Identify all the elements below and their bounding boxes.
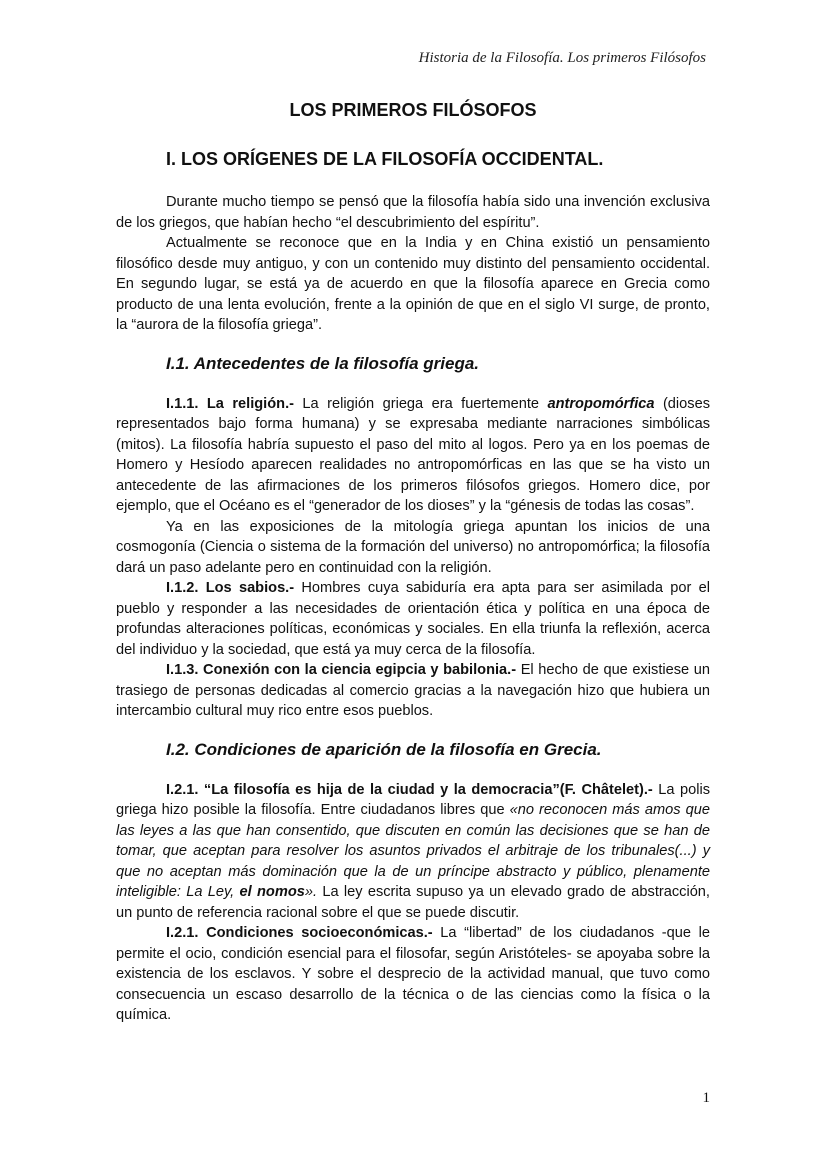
label-polis: I.2.1. “La filosofía es hija de la ciudad y la democracia”(F. Châtelet).- <box>166 781 653 798</box>
label-religion: I.1.1. La religión.- <box>166 395 294 412</box>
paragraph-greek-invention: Durante mucho tiempo se pensó que la filosofía había sido una invención exclusiva de los griegos, que habían hecho “el descubrimiento del espíritu”. <box>116 194 710 231</box>
subsection-heading-antecedents: I.1. Antecedentes de la filosofía griega. <box>166 353 480 373</box>
page-number: 1 <box>702 1090 710 1106</box>
religion-text-a: La religión griega era fuertemente <box>293 395 548 412</box>
conexion-text: El hecho de que existiese un trasiego de personas dedicadas al comercio gracias a la navegación hizo que hubiera un intercambio cultural muy rico entre esos pueblos. <box>116 662 710 719</box>
paragraph-mitologia: Ya en las exposiciones de la mitología griega apuntan los inicios de una cosmogonía (Ciencia o sistema de la formación del universo) no antropomórfica; la filosofía dará un paso adelante pero en continuidad con la religión. <box>116 518 710 576</box>
paragraph-india-china: Actualmente se reconoce que en la India y en China existió un pensamiento filosófico desde muy antiguo, y con un contenido muy distinto del pensamiento occidental. En segundo lugar, se está ya de acuerdo en que la filosofía aparece en Grecia como producto de una lenta evolución, frente a la opinión de que en el siglo VI surge, de pronto, la “aurora de la filosofía griega”. <box>116 235 710 333</box>
paragraph-polis <box>116 780 710 924</box>
sabios-text: Hombres cuya sabiduría era apta para ser asimilada por el pueblo y responder a las necesidades de orientación ética y política en una época de profundas alteraciones políticas, económicas y sociales. En ella triunfa la reflexión, acerca del individuo y la sociedad, que está ya muy cerca de la filosofía. <box>116 580 711 658</box>
subsection-heading-conditions: I.2. Condiciones de aparición de la filosofía en Grecia. <box>166 739 602 759</box>
emphasis-antropomorfica: antropomórfica <box>547 395 655 412</box>
section-heading-origins: I. LOS ORÍGENES DE LA FILOSOFÍA OCCIDENTAL. <box>166 149 604 169</box>
running-header: Historia de la Filosofía. Los primeros Filósofos <box>418 50 706 66</box>
document-title: LOS PRIMEROS FILÓSOFOS <box>289 100 537 120</box>
religion-text-b: (dioses representados bajo forma humana) y se expresaba mediante narraciones simbólicas (mitos). La filosofía habría supuesto el paso del mito al logos. Pero ya en los poemas de Homero y Hesíodo aparecen realidades no antropomórficas en las que se ha visto un antecedente de las afirmaciones de los primeros filósofos griegos. Homero dice, por ejemplo, que el Océano es el “generador de los dioses” y la “génesis de todas las cosas”. <box>116 395 710 514</box>
label-socioeconomicas: I.2.1. Condiciones socioeconómicas.- <box>166 925 433 941</box>
paragraph-socioeconomicas <box>116 923 710 1026</box>
polis-text-b: La ley escrita supuso ya un elevado grado de abstracción, un punto de referencia racional sobre el que se puede discutir. <box>116 884 710 921</box>
polis-text-a: La polis griega hizo posible la filosofía. Entre ciudadanos libres que <box>116 781 711 818</box>
polis-quote: «no reconocen más amos que las leyes a las que han consentido, que discuten en común las decisiones que se han de tomar, que aceptan para resolver los asuntos privados el arbitraje de los tribunales(...) y que no aceptan más dominación que la de un príncipe abstracto y público, plenamente inteligible: La Ley, <box>116 802 711 900</box>
polis-quote-end: ». <box>304 884 318 900</box>
label-conexion: I.1.3. Conexión con la ciencia egipcia y babilonia.- <box>166 662 517 678</box>
document-body <box>116 98 710 1026</box>
polis-quote-nomos: el nomos <box>239 884 305 900</box>
paragraph-conexion <box>116 660 710 722</box>
socio-text: La “libertad” de los ciudadanos -que le permite el ocio, condición esencial para el filosofar, según Aristóteles- se apoyaba sobre la existencia de los esclavos. Y sobre el desprecio de la actividad manual, que tuvo como consecuencia un escaso desarrollo de la técnica o de las ciencias como la física o la química. <box>116 925 710 1023</box>
paragraph-sabios <box>116 578 710 660</box>
label-sabios: I.1.2. Los sabios.- <box>166 580 295 596</box>
paragraph-religion <box>116 394 710 517</box>
